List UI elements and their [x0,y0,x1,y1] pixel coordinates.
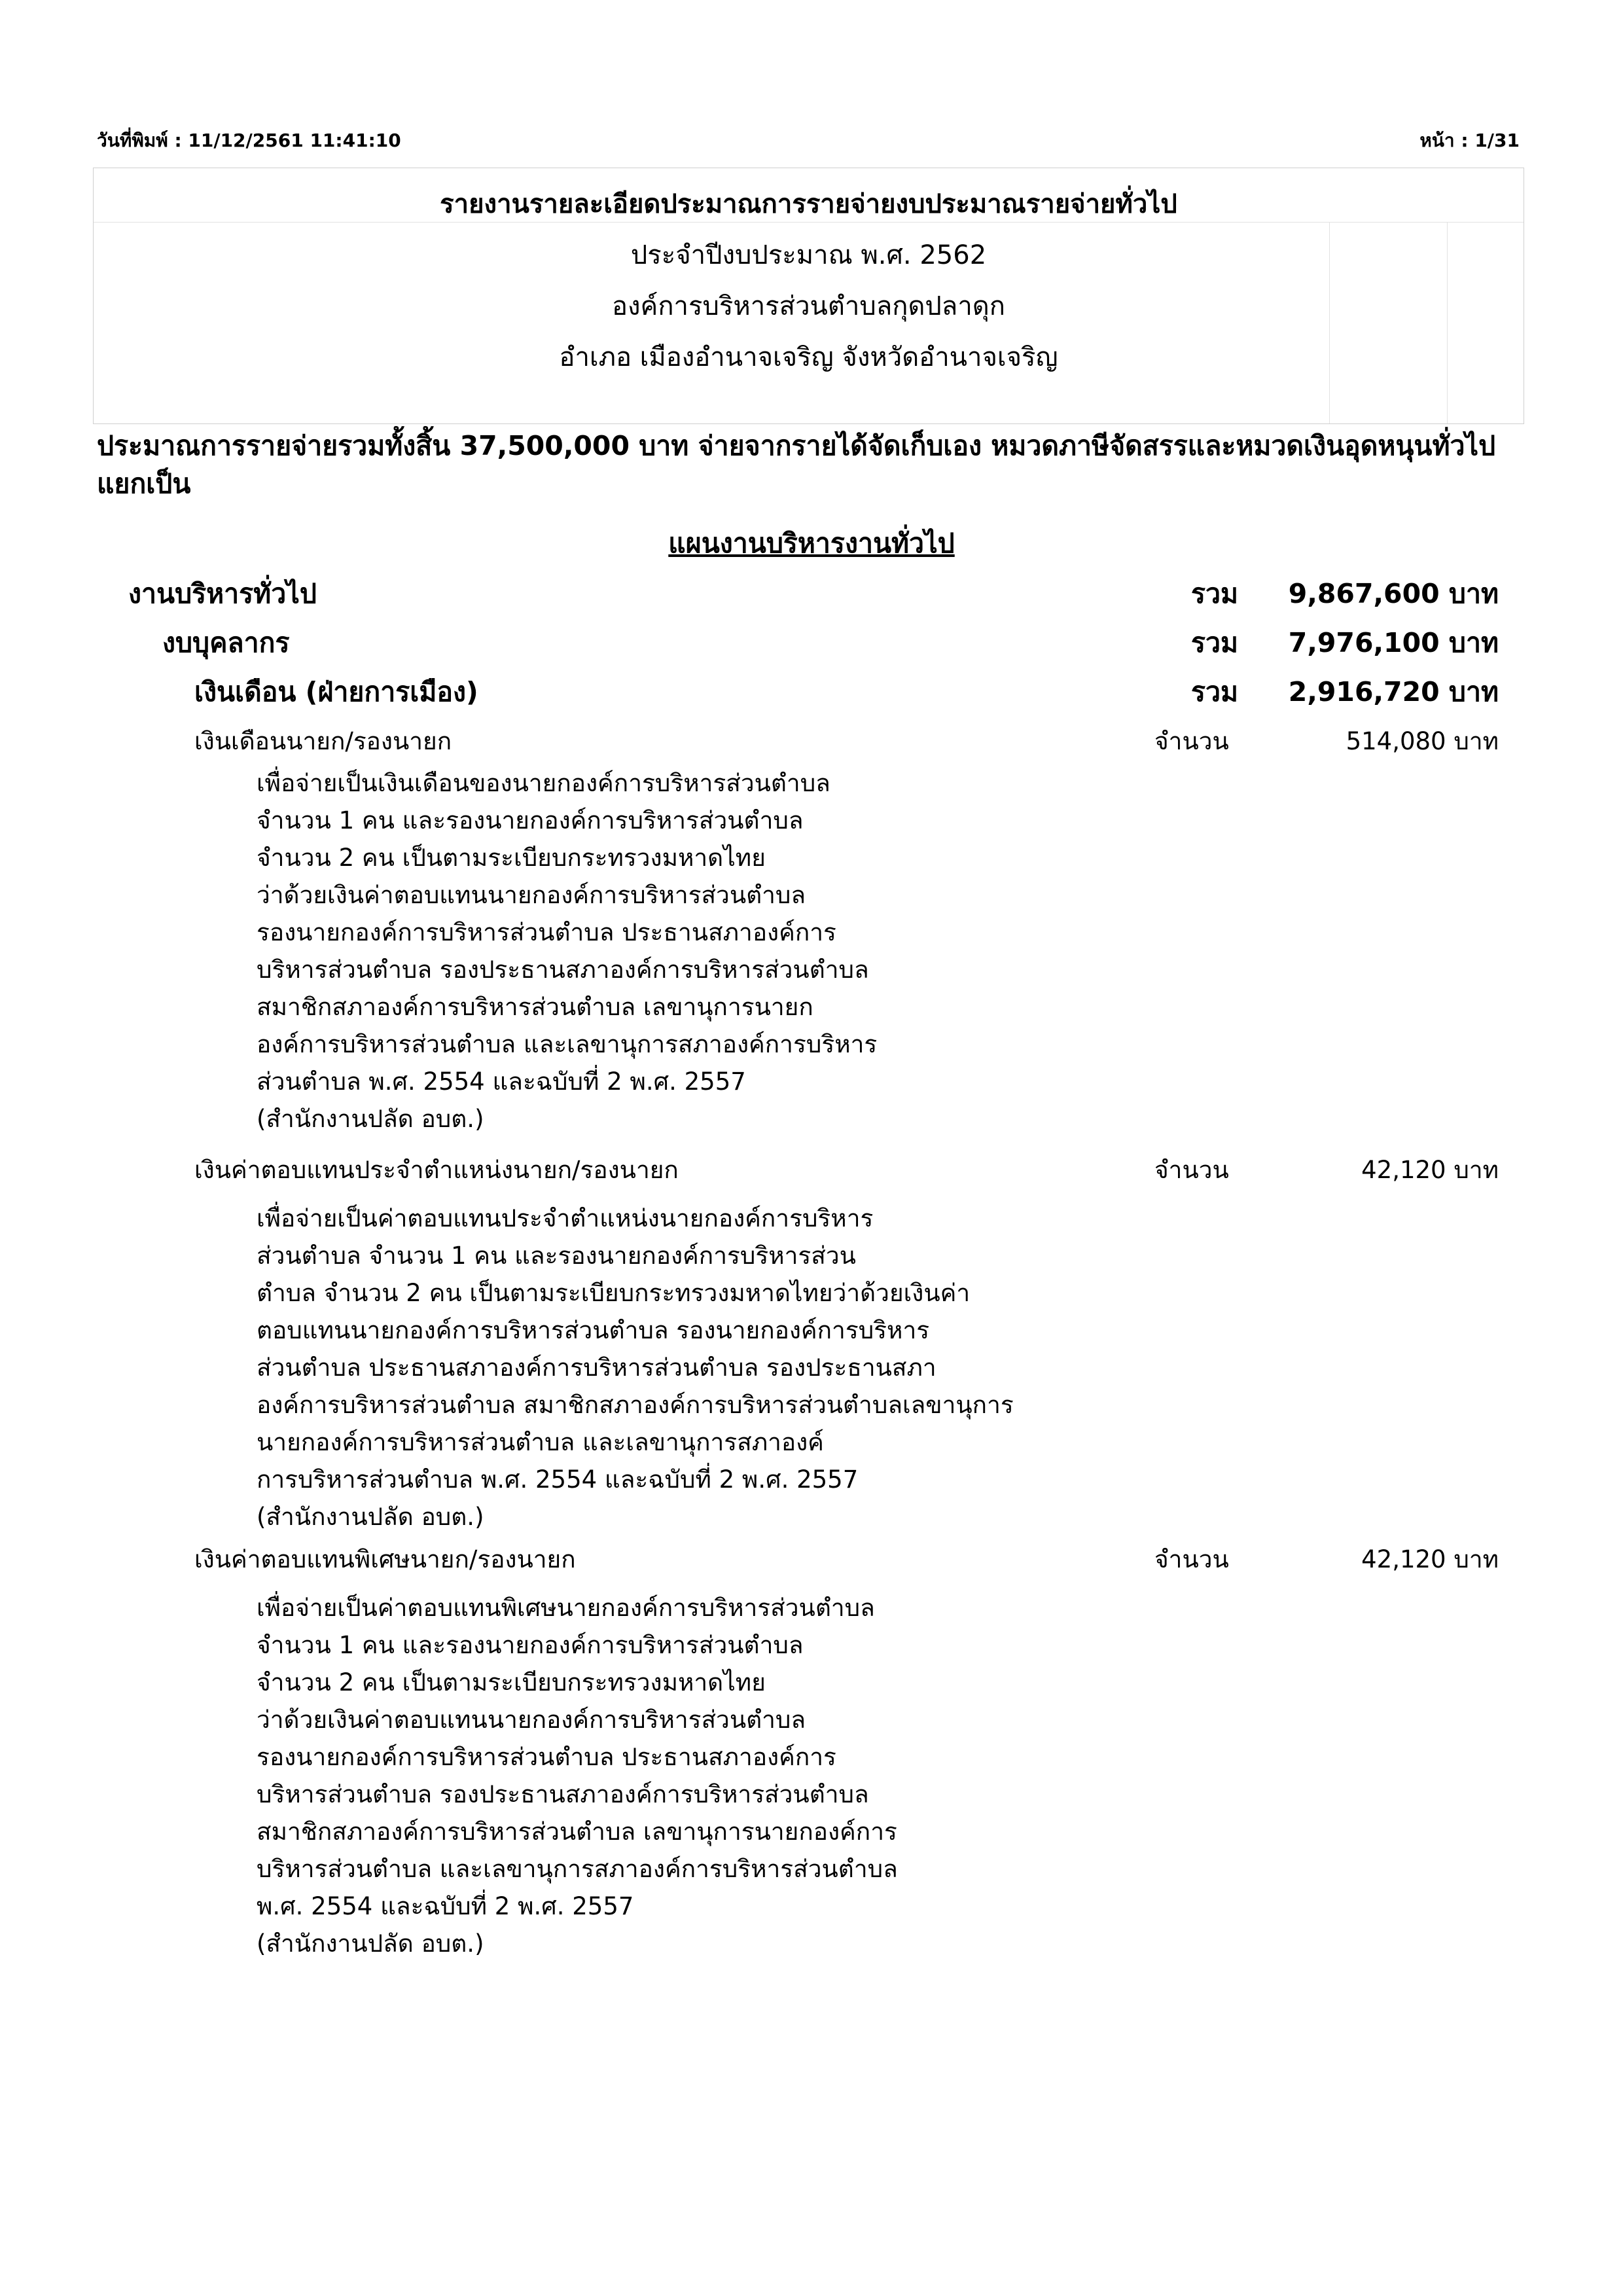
plan-title: แผนงานบริหารงานทั่วไป [668,528,955,559]
item-description [257,764,877,1138]
organization-name: องค์การบริหารส่วนตำบลกุดปลาดุก [612,291,1005,321]
description-line: องค์การบริหารส่วนตำบล และเลขานุการสภาองค์การบริหาร [257,1030,878,1058]
fiscal-year: ประจำปีงบประมาณ พ.ศ. 2562 [630,240,987,270]
level-amount: 7,976,100 บาท [1288,627,1499,658]
description-line: (สำนักงานปลัด อบต.) [257,1105,484,1133]
description-line: จำนวน 2 คน เป็นตามระเบียบกระทรวงมหาดไทย [257,1668,766,1696]
description-line: รองนายกองค์การบริหารส่วนตำบล ประธานสภาองค์การ [257,1743,836,1771]
description-line: ส่วนตำบล จำนวน 1 คน และรองนายกองค์การบริหารส่วน [257,1242,856,1270]
description-line: บริหารส่วนตำบล และเลขานุการสภาองค์การบริหารส่วนตำบล [257,1855,898,1883]
description-line: จำนวน 1 คน และรองนายกองค์การบริหารส่วนตำบล [257,1631,804,1659]
description-line: รองนายกองค์การบริหารส่วนตำบล ประธานสภาองค์การ [257,918,836,946]
level-label-budget: งบบุคลากร [162,627,290,658]
level-label-category: เงินเดือน (ฝ่ายการเมือง) [194,676,478,708]
description-line: การบริหารส่วนตำบล พ.ศ. 2554 และฉบับที่ 2 พ.ศ. 2557 [257,1465,859,1494]
description-line: พ.ศ. 2554 และฉบับที่ 2 พ.ศ. 2557 [257,1892,634,1920]
description-line: นายกองค์การบริหารส่วนตำบล และเลขานุการสภาองค์ [257,1428,824,1456]
description-line: จำนวน 2 คน เป็นตามระเบียบกระทรวงมหาดไทย [257,844,766,872]
item-amount: 514,080 บาท [1346,727,1499,755]
description-line: สมาชิกสภาองค์การบริหารส่วนตำบล เลขานุการนายกองค์การ [257,1818,897,1846]
description-line: องค์การบริหารส่วนตำบล สมาชิกสภาองค์การบริหารส่วนตำบลเลขานุการ [257,1391,1014,1419]
description-line: ตอบแทนนายกองค์การบริหารส่วนตำบล รองนายกองค์การบริหาร [257,1316,930,1344]
level-total-label: รวม [1191,578,1239,609]
organization-location: อำเภอ เมืองอำนาจเจริญ จังหวัดอำนาจเจริญ [559,342,1058,372]
item-qty-label: จำนวน [1154,727,1229,755]
description-line: จำนวน 1 คน และรองนายกองค์การบริหารส่วนตำบล [257,806,804,834]
item-label: เงินค่าตอบแทนประจำตำแหน่งนายก/รองนายก [194,1156,679,1184]
item-description [257,1200,1014,1535]
item-qty-label: จำนวน [1154,1545,1229,1573]
description-line: (สำนักงานปลัด อบต.) [257,1929,484,1958]
level-total-label: รวม [1191,676,1239,708]
report-header [93,168,1524,424]
description-line: สมาชิกสภาองค์การบริหารส่วนตำบล เลขานุการนายก [257,993,813,1021]
item-qty-label: จำนวน [1154,1156,1229,1184]
level-amount: 9,867,600 บาท [1288,578,1499,609]
description-line: เพื่อจ่ายเป็นค่าตอบแทนพิเศษนายกองค์การบริหารส่วนตำบล [257,1594,875,1622]
description-line: เพื่อจ่ายเป็นค่าตอบแทนประจำตำแหน่งนายกองค์การบริหาร [257,1204,874,1232]
description-line: ว่าด้วยเงินค่าตอบแทนนายกองค์การบริหารส่วนตำบล [257,1706,806,1734]
level-amount: 2,916,720 บาท [1288,676,1499,708]
description-line: ส่วนตำบล ประธานสภาองค์การบริหารส่วนตำบล รองประธานสภา [257,1354,936,1382]
description-line: ตำบล จำนวน 2 คน เป็นตามระเบียบกระทรวงมหาดไทยว่าด้วยเงินค่า [257,1279,971,1307]
description-line: ส่วนตำบล พ.ศ. 2554 และฉบับที่ 2 พ.ศ. 2557 [257,1067,746,1096]
report-title: รายงานรายละเอียดประมาณการรายจ่ายงบประมาณรายจ่ายทั่วไป [440,189,1177,219]
page-number: หน้า : 1/31 [1419,130,1520,151]
budget-summary: ประมาณการรายจ่ายรวมทั้งสิ้น 37,500,000 บาท จ่ายจากรายได้จัดเก็บเอง หมวดภาษีจัดสรรและหมวดเงินอุดหนุนทั่วไป แยกเป็น [97,430,1496,499]
description-line: (สำนักงานปลัด อบต.) [257,1503,484,1531]
description-line: ว่าด้วยเงินค่าตอบแทนนายกองค์การบริหารส่วนตำบล [257,881,806,909]
print-date: วันที่พิมพ์ : 11/12/2561 11:41:10 [97,130,401,151]
level-label-work: งานบริหารทั่วไป [128,578,317,609]
description-line: บริหารส่วนตำบล รองประธานสภาองค์การบริหารส่วนตำบล [257,956,869,984]
item-label: เงินค่าตอบแทนพิเศษนายก/รองนายก [194,1545,576,1573]
item-amount: 42,120 บาท [1361,1545,1499,1573]
item-description [257,1589,898,1962]
description-line: บริหารส่วนตำบล รองประธานสภาองค์การบริหารส่วนตำบล [257,1780,869,1808]
level-total-label: รวม [1191,627,1239,658]
item-label: เงินเดือนนายก/รองนายก [194,727,452,755]
description-line: เพื่อจ่ายเป็นเงินเดือนของนายกองค์การบริหารส่วนตำบล [257,769,830,797]
item-amount: 42,120 บาท [1361,1156,1499,1184]
